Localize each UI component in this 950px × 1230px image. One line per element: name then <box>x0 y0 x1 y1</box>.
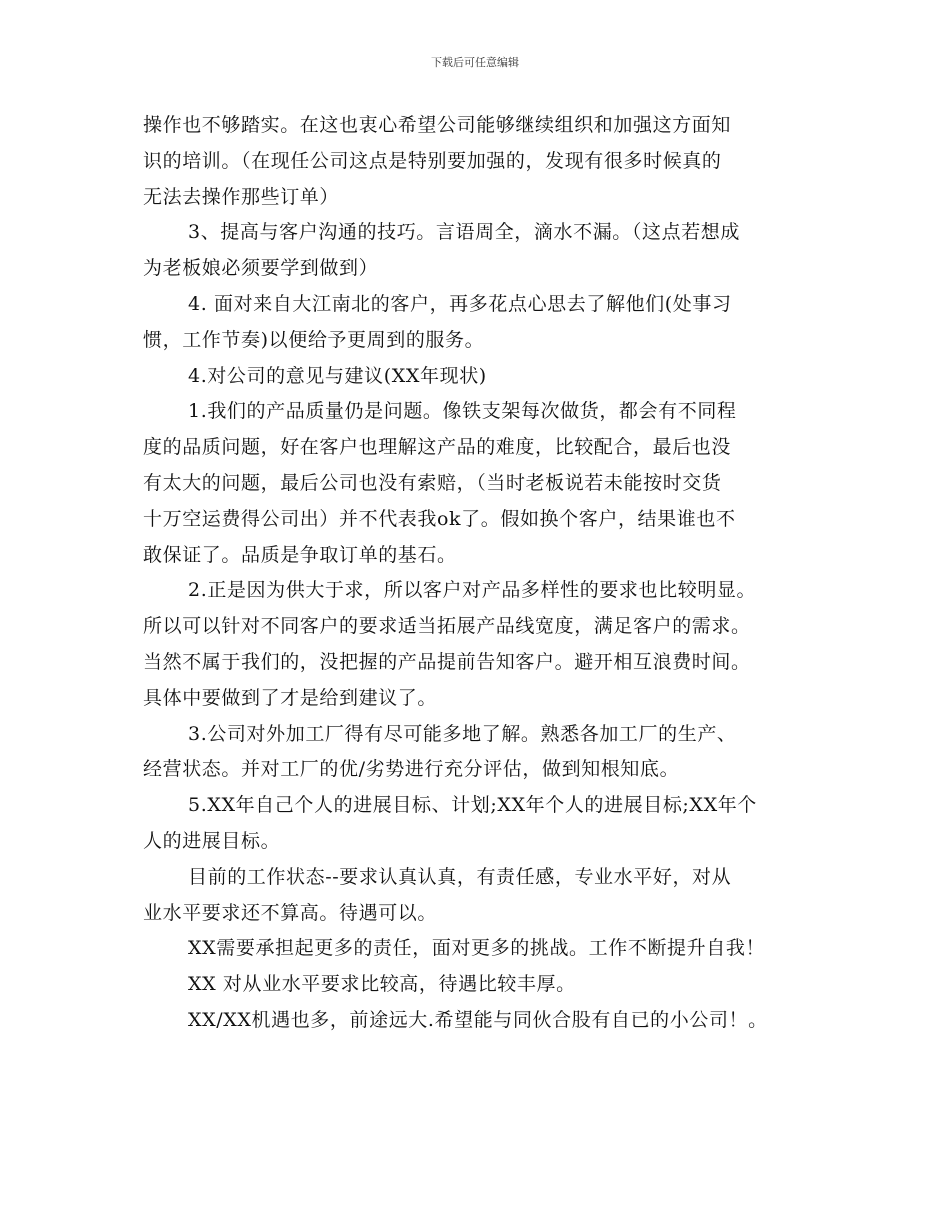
text-line: 3、提高与客户沟通的技巧。言语周全，滴水不漏。（这点若想成 <box>188 221 740 244</box>
text-line: 所以可以针对不同客户的要求适当拓展产品线宽度，满足客户的需求。 <box>143 615 751 638</box>
text-line: 人的进展目标。 <box>143 829 281 852</box>
text-line: 敢保证了。品质是争取订单的基石。 <box>143 543 457 566</box>
text-line: 目前的工作状态--要求认真认真，有责任感，专业水平好，对从 <box>188 865 732 888</box>
text-line: 4. 面对来自大江南北的客户，再多花点心思去了解他们(处事习 <box>188 292 732 315</box>
text-line: 识的培训。（在现任公司这点是特别要加强的，发现有很多时候真的 <box>143 149 722 172</box>
text-line: 无法去操作那些订单） <box>143 185 340 208</box>
text-line: 当然不属于我们的，没把握的产品提前告知客户。避开相互浪费时间。 <box>143 650 751 673</box>
text-line: 2.正是因为供大于求，所以客户对产品多样性的要求也比较明显。 <box>188 579 757 602</box>
text-line: 惯，工作节奏)以便给予更周到的服务。 <box>143 328 485 351</box>
text-line: XX 对从业水平要求比较高，待遇比较丰厚。 <box>188 973 576 996</box>
text-line: 操作也不够踏实。在这也衷心希望公司能够继续组织和加强这方面知 <box>143 114 732 136</box>
text-line: 4.对公司的意见与建议(XX年现状) <box>188 364 487 387</box>
text-line: 1.我们的产品质量仍是问题。像铁支架每次做货，都会有不同程 <box>188 400 737 423</box>
text-line: 为老板娘必须要学到做到） <box>143 257 379 280</box>
text-line: 经营状态。并对工厂的优/劣势进行充分评估，做到知根知底。 <box>143 758 680 781</box>
text-line: 具体中要做到了才是给到建议了。 <box>143 686 438 709</box>
document-body <box>143 108 833 1039</box>
text-line: XX/XX机遇也多，前途远大.希望能与同伙合股有自已的小公司！。 <box>188 1008 768 1031</box>
text-line: 十万空运费得公司出）并不代表我ok了。假如换个客户，结果谁也不 <box>143 507 736 530</box>
text-line: 3.公司对外加工厂得有尽可能多地了解。熟悉各加工厂的生产、 <box>188 722 737 745</box>
text-line: 有太大的问题，最后公司也没有索赔，（当时老板说若未能按时交货 <box>143 471 722 494</box>
page-header: 下载后可任意编辑 <box>431 56 519 69</box>
text-line: XX需要承担起更多的责任，面对更多的挑战。工作不断提升自我！ <box>188 937 766 960</box>
text-line: 5.XX年自己个人的进展目标、计划;XX年个人的进展目标;XX年个 <box>188 794 757 817</box>
text-line: 度的品质问题，好在客户也理解这产品的难度，比较配合，最后也没 <box>143 436 732 459</box>
text-line: 业水平要求还不算高。待遇可以。 <box>143 901 438 924</box>
